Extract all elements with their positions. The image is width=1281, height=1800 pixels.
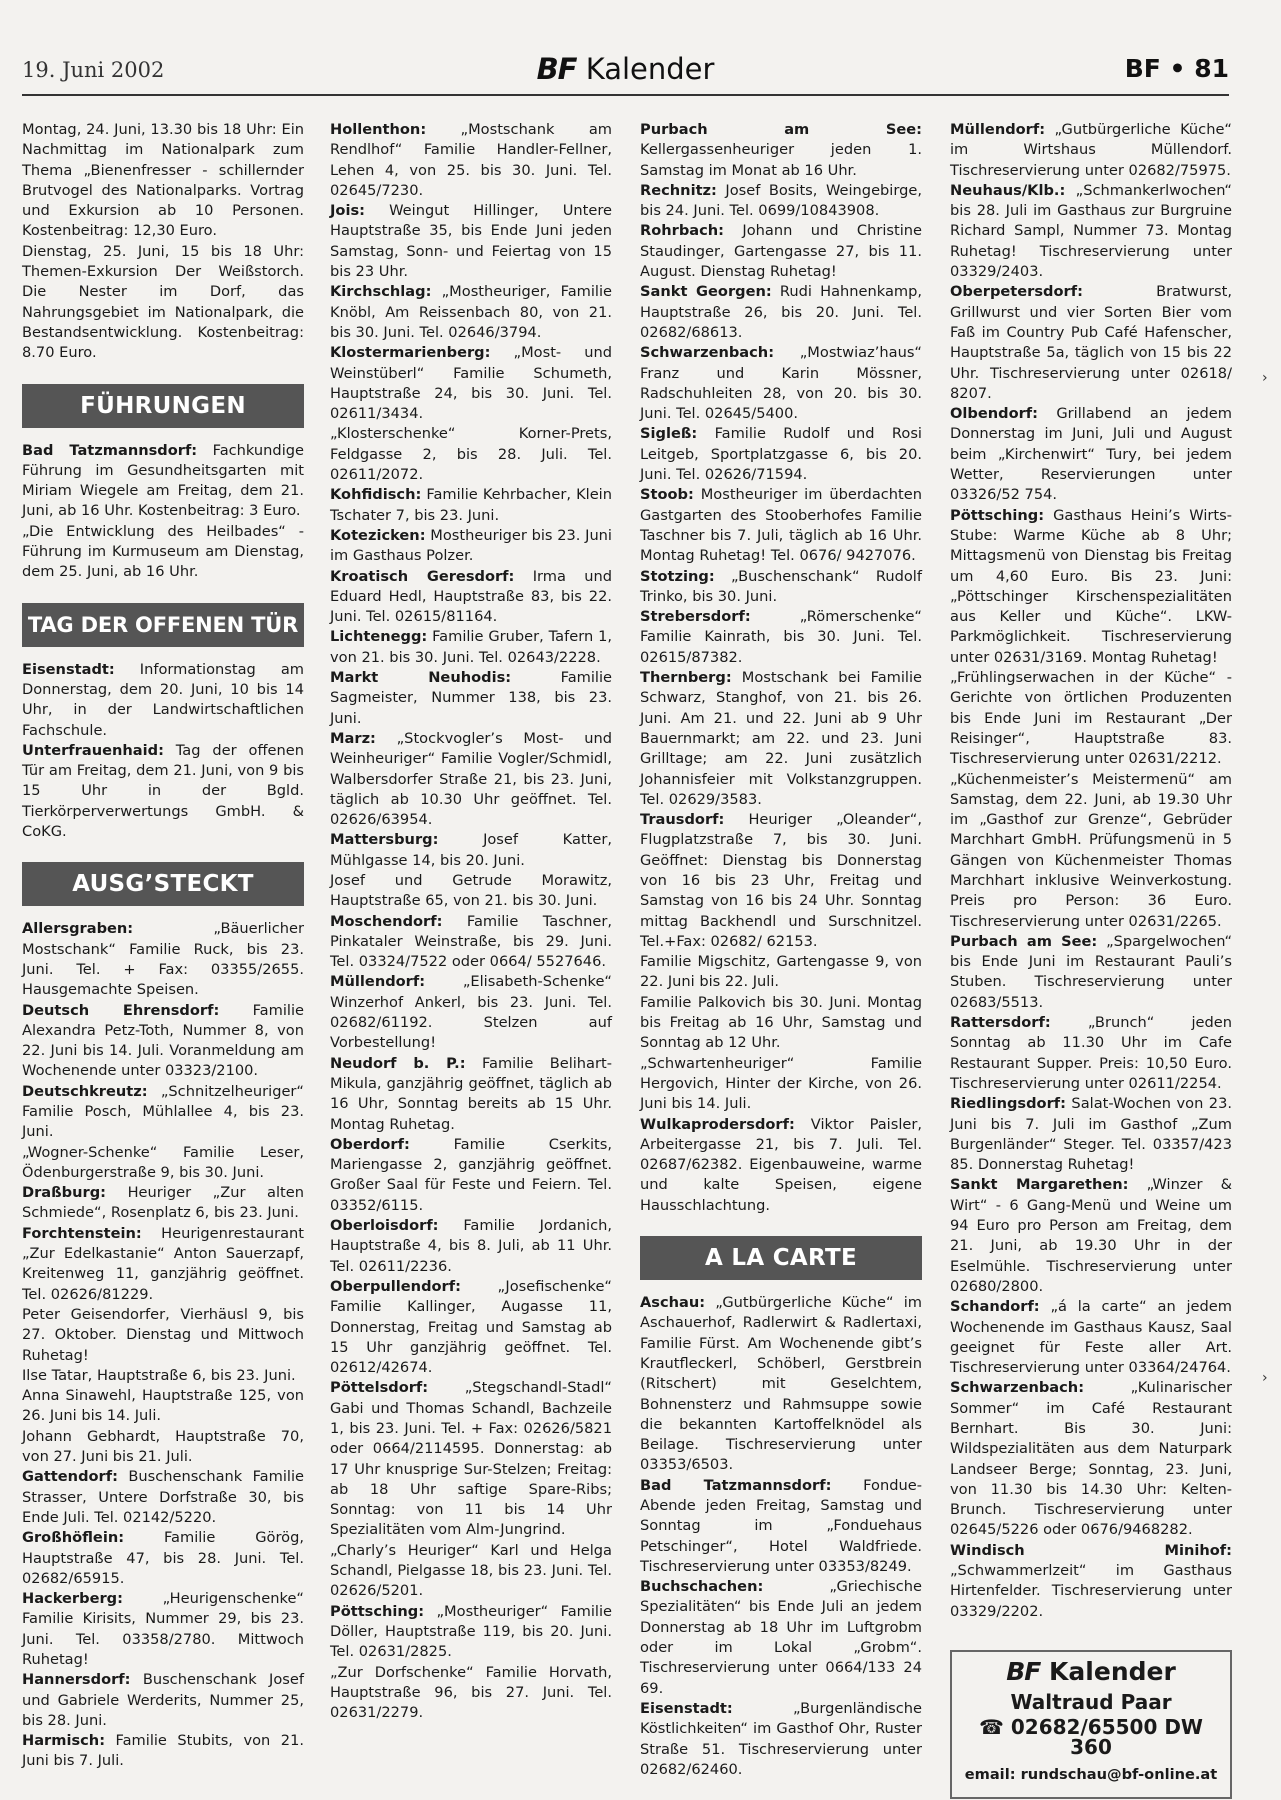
listing-place: Sankt Margarethen: (950, 1176, 1129, 1194)
listing-text: Familie Alexandra Petz-Toth, Nummer 8, von 22. Juni bis 14. Juli. Voranmeldung am Wochenende unter 03323/2100. (22, 1001, 304, 1080)
listing-text: „Schnitzelheuriger“ Familie Posch, Mühlallee 4, bis 23. Juni. (22, 1082, 304, 1141)
column-3 (640, 120, 922, 1780)
listing-entry (950, 668, 1232, 769)
listing-entry (22, 1305, 304, 1366)
listing-entry (330, 485, 612, 526)
listing-entry (22, 1467, 304, 1528)
listing-text: „Schwartenheuriger“ Familie Hergovich, Hinter der Kirche, von 26. Juni bis 14. Juli. (640, 1054, 922, 1113)
listing-text: Familie Migschitz, Gartengasse 9, von 22. Juni bis 22. Juli. (640, 953, 922, 991)
ausgsteckt-continued-2 (640, 120, 922, 1216)
listing-text: Buschenschank Josef und Gabriele Werderits, Nummer 25, bis 28. Juni. (22, 1671, 304, 1729)
listing-entry (640, 282, 922, 343)
listing-text: Johann Gebhardt, Hauptstraße 70, von 27. Juni bis 21. Juli. (22, 1427, 304, 1466)
listing-text: „Frühlingserwachen in der Küche“ - Gerichte von örtlichen Produzenten bis Ende Juni im Restaurant „Der Reisinger“, Hauptstraße 83. Tischreservierung unter 02631/2212. (950, 669, 1232, 768)
listing-entry (950, 506, 1232, 668)
listing-text: Heuriger „Oleander“, Flugplatzstraße 7, bis 30. Juni. Geöffnet: Dienstag bis Donnerstag von 16 bis 23 Uhr, Freitag und Samstag von 16 bis 24 Uhr. Sonntag mittag Backhendl und Surschnitzel. Tel.+Fax: 02682/ 62153. (640, 811, 922, 950)
listing-place: Mattersburg: (330, 831, 439, 849)
listing-text: Josef Katter, Mühlgasse 14, bis 20. Juni. (330, 831, 612, 869)
listing-entry (950, 1541, 1232, 1622)
contact-box (950, 1650, 1232, 1799)
margin-mark: › (1262, 370, 1268, 386)
listing-place: Oberpullendorf: (330, 1277, 461, 1295)
listing-text: Familie Kehrbacher, Klein Tschater 7, bis 23. Juni. (330, 486, 612, 524)
listing-place: Forchtenstein: (22, 1224, 142, 1242)
listing-entry (22, 1366, 304, 1386)
listing-entry (330, 1663, 612, 1724)
column-4 (950, 120, 1232, 1799)
listing-text: Familie Jordanich, Hauptstraße 4, bis 8. Juli, ab 11 Uhr. Tel. 02611/2236. (330, 1217, 612, 1275)
listing-text: Anna Sinawehl, Hauptstraße 125, von 26. Juni bis 14. Juli. (22, 1387, 304, 1425)
listing-place: Kroatisch Geresdorf: (330, 567, 515, 585)
listing-text: „Stockvogler’s Most- und Weinheuriger“ Familie Vogler/Schmidl, Walbersdorfer Straße 21, bis 23. Juni, täglich ab 10.30 Uhr geöffnet. Tel. 02626/63954. (330, 729, 612, 829)
listing-place: Eisenstadt: (640, 1699, 733, 1717)
listing-place: Deutschkreutz: (22, 1082, 148, 1100)
listing-place: Draßburg: (22, 1184, 106, 1202)
listing-entry (640, 1577, 922, 1699)
listing-entry (640, 810, 922, 952)
listing-text: „Burgenländische Köstlichkeiten“ im Gasthof Ohr, Ruster Straße 51. Tischreservierung unter 02682/62460. (640, 1699, 922, 1778)
listing-place: Pöttsching: (330, 1602, 425, 1620)
listing-entry (22, 1670, 304, 1731)
listing-entry (330, 1541, 612, 1602)
listing-entry (330, 343, 612, 424)
listing-place: Jois: (330, 202, 365, 220)
listing-entry (22, 1224, 304, 1305)
listing-entry (640, 1476, 922, 1577)
listing-text: Familie Taschner, Pinkataler Weinstraße, bis 29. Juni. Tel. 03324/7522 oder 0664/ 5527646. (330, 912, 612, 971)
listing-entry (330, 1602, 612, 1663)
listing-text: „Mostheuriger, Familie Knöbl, Am Reissenbach 80, von 21. bis 30. Juni. Tel. 02646/3794. (330, 283, 612, 341)
listing-text: „Gutbürgerliche Küche“ im Aschauerhof, Radlerwirt & Radlertaxi, Familie Fürst. Am Wochenende gibt’s Krautfleckerl, Schöberl, Gerstbrein (Ritschert) mit Geselchtem, Bohnensterz und Rahmsuppe sowie die bekannten Kartoffelknödel als Beilage. Tischreservierung unter 03353/6503. (640, 1294, 922, 1474)
listing-entry (22, 660, 304, 741)
listing-entry (640, 1054, 922, 1115)
section-heading-fuehrungen: FÜHRUNGEN (22, 384, 304, 428)
listing-entry (22, 741, 304, 842)
listing-text: Rudi Hahnenkamp, Hauptstraße 26, bis 20. Juni. Tel. 02682/68613. (640, 283, 923, 341)
intro-text (22, 120, 304, 364)
listing-text: „Heurigenschenke“ Familie Kirisits, Nummer 29, bis 23. Juni. Tel. 03358/2780. Mittwoch Ruhetag! (22, 1590, 304, 1668)
listing-place: Markt Neuhodis: (330, 669, 512, 687)
section-fuehrungen (22, 441, 304, 583)
listing-text: Familie Stubits, von 21. Juni bis 7. Juli. (22, 1732, 304, 1770)
listing-text: Tag der offenen Tür am Freitag, dem 21. Juni, von 9 bis 15 Uhr in der Bgld. Tierkörperverwertungs GmbH. & CoKG. (22, 741, 304, 841)
listing-text: Peter Geisendorfer, Vierhäusl 9, bis 27. Oktober. Dienstag und Mittwoch Ruhetag! (22, 1305, 304, 1364)
a-la-carte-continued (950, 120, 1232, 1622)
listing-place: Moschendorf: (330, 912, 443, 930)
listing-text: „Mostheuriger“ Familie Döller, Hauptstraße 119, bis 20. Juni. Tel. 02631/2825. (330, 1602, 612, 1661)
listing-text: Johann und Christine Staudinger, Gartengasse 27, bis 11. August. Dienstag Ruhetag! (640, 222, 922, 281)
listing-place: Buchschachen: (640, 1578, 764, 1596)
listing-entry (22, 1731, 304, 1772)
listing-text: „Charly’s Heuriger“ Karl und Helga Schandl, Pielgasse 18, bis 23. Juni. Tel. 02626/5201. (330, 1541, 612, 1600)
listing-text: Familie Görög, Hauptstraße 47, bis 28. Juni. Tel. 02682/65915. (22, 1529, 304, 1587)
listing-entry (330, 526, 612, 567)
listing-place: Riedlingsdorf: (950, 1095, 1066, 1113)
listing-entry (640, 668, 922, 810)
listing-text: Heurigenrestaurant „Zur Edelkastanie“ Anton Sauerzapf, Kreitenweg 11, ganzjährig geöffnet. Tel. 02626/81229. (22, 1224, 304, 1303)
listing-entry (22, 441, 304, 522)
listing-text: Familie Belihart-Mikula, ganzjährig geöffnet, täglich ab 16 Uhr, Sonntag bereits ab 15 Uhr. Montag Ruhetag. (330, 1054, 612, 1133)
listing-text: Mostheuriger im überdachten Gastgarten des Stooberhofes Familie Taschner bis 7. Juli, täglich ab 16 Uhr. Montag Ruhetag! Tel. 0676/ 9427076. (640, 486, 922, 565)
listing-place: Schandorf: (950, 1298, 1040, 1316)
listing-entry (330, 729, 612, 830)
listing-text: Familie Sagmeister, Nummer 138, bis 23. Juni. (330, 669, 612, 727)
listing-place: Müllendorf: (330, 973, 426, 991)
page-header (22, 52, 1229, 96)
listing-place: Rechnitz: (640, 181, 717, 199)
contact-email: email: rundschau@bf-online.at (964, 1766, 1218, 1784)
listing-text: Familie Cserkits, Mariengasse 2, ganzjährig geöffnet. Großer Saal für Feste und Feiern. Tel. 03352/6115. (330, 1135, 612, 1214)
listing-entry (950, 404, 1232, 505)
listing-text: „Gutbürgerliche Küche“ im Wirtshaus Müllendorf. Tischreservierung unter 02682/75975. (950, 121, 1232, 179)
listing-place: Wulkaprodersdorf: (640, 1115, 795, 1133)
listing-entry (640, 952, 922, 993)
listing-text: Kellergassenheuriger jeden 1. Samstag im Monat ab 16 Uhr. (640, 141, 922, 179)
listing-place: Kirchschlag: (330, 283, 432, 301)
listing-entry (330, 972, 612, 1053)
listing-entry (330, 830, 612, 871)
listing-entry (640, 424, 922, 485)
listing-text: „Elisabeth-Schenke“ Winzerhof Ankerl, bis 23. Juni. Tel. 02682/61192. Stelzen auf Vorbestellung! (330, 973, 612, 1052)
listing-entry (22, 1427, 304, 1468)
listing-text: Ilse Tatar, Hauptstraße 6, bis 23. Juni. (22, 1366, 296, 1384)
listing-entry (330, 1054, 612, 1135)
listing-entry (22, 1183, 304, 1224)
listing-place: Hollenthon: (330, 121, 427, 138)
listing-text: Grillabend an jedem Donnerstag im Juni, Juli und August beim „Kirchenwirt“ Tury, bei jedem Wetter, Reservierungen unter 03326/52 754. (950, 405, 1232, 504)
page-number: BF • 81 (1124, 54, 1229, 83)
listing-text: Mostheuriger bis 23. Juni im Gasthaus Polzer. (330, 526, 612, 565)
listing-text: Bratwurst, Grillwurst und vier Sorten Bier vom Faß im Country Pub Café Hafenscher, Hauptstraße 5a, täglich von 15 bis 22 Uhr. Tischreservierung unter 02618/ 8207. (950, 283, 1232, 402)
listing-entry (330, 871, 612, 912)
listing-place: Trausdorf: (640, 811, 725, 829)
listing-place: Sankt Georgen: (640, 283, 772, 301)
listing-place: Bad Tatzmannsdorf: (640, 1476, 832, 1494)
listing-entry (640, 485, 922, 566)
section-heading-tag-der-offenen-tuer: TAG DER OFFENEN TÜR (22, 603, 304, 647)
listing-place: Hackerberg: (22, 1590, 123, 1608)
listing-place: Schwarzenbach: (950, 1379, 1085, 1397)
section-title (22, 52, 1229, 86)
listing-text: Informationstag am Donnerstag, dem 20. Juni, 10 bis 14 Uhr, in der Landwirtschaftlichen Fachschule. (22, 660, 304, 739)
issue-date: 19. Juni 2002 (22, 58, 165, 82)
listing-entry (330, 567, 612, 628)
listing-entry (22, 1386, 304, 1427)
listing-place: Sigleß: (640, 425, 698, 443)
listing-text: „Küchenmeister’s Meistermenü“ am Samstag, dem 22. Juni, ab 19.30 Uhr im „Gasthof zur Grenze“, Gebrüder Marchhart GmbH. Prüfungsmenü in 5 Gängen von Küchenmeister Thomas Marchhart inklusive Weinverkostung. Preis pro Person: 36 Euro. Tischreservierung unter 02631/2265. (950, 770, 1232, 930)
listing-text: „á la carte“ an jedem Wochenende im Gasthaus Kausz, Saal geeignet für Feste aller Art. Tischreservierung unter 03364/24764. (950, 1298, 1232, 1377)
contact-name: Waltraud Paar (1010, 1690, 1172, 1715)
section-heading-ausgsteckt: AUSG’STECKT (22, 862, 304, 906)
listing-text: „Bäuerlicher Mostschank“ Familie Ruck, bis 23. Juni. Tel. + Fax: 03355/2655. Hausgemachte Speisen. (22, 920, 304, 999)
section-title-text: Kalender (585, 52, 715, 86)
listing-place: Kotezicken: (330, 526, 426, 544)
listing-text: „Stegschandl-Stadl“ Gabi und Thomas Schandl, Bachzeile 1, bis 23. Juni. Tel. + Fax: 02626/5821 oder 0664/2114595. Donnerstag: ab 17 Uhr knusprige Sur-Stelzen; Freitag: ab 18 Uhr saftige Spare-Ribs; Sonntag: von 11 bis 14 Uhr Spezialitäten vom Alm-Jungrind. (330, 1379, 612, 1539)
listing-place: Gattendorf: (22, 1468, 118, 1486)
listing-entry (22, 1528, 304, 1589)
listing-place: Lichtenegg: (330, 628, 428, 646)
listing-text: „Most- und Weinstüberl“ Familie Schumeth, Hauptstraße 24, bis 30. Juni. Tel. 02611/3434. (330, 344, 612, 423)
listing-entry (22, 522, 304, 583)
listing-text: Salat-Wochen von 23. Juni bis 7. Juli im Gasthof „Zum Burgenländer“ Steger. Tel. 03357/423 85. Donnerstag Ruhetag! (950, 1095, 1232, 1174)
listing-entry (330, 120, 612, 201)
listing-entry (330, 424, 612, 485)
listing-entry (22, 1589, 304, 1670)
listing-place: Windisch Minihof: (950, 1541, 1232, 1559)
listing-place: Pöttsching: (950, 506, 1045, 524)
listing-entry (950, 1013, 1232, 1094)
listing-place: Neuhaus/Klb.: (950, 181, 1066, 199)
listing-place: Marz: (330, 729, 376, 747)
listing-entry (640, 181, 922, 222)
ausgsteckt-continued (330, 120, 612, 1723)
listing-text: Irma und Eduard Hedl, Hauptstraße 83, bis 22. Juni. Tel. 02615/81164. (330, 567, 612, 626)
listing-entry (22, 1082, 304, 1143)
listing-entry (330, 912, 612, 973)
listing-entry (330, 1378, 612, 1540)
listing-entry (950, 932, 1232, 1013)
listing-place: Deutsch Ehrensdorf: (22, 1001, 220, 1019)
listing-place: Stotzing: (640, 567, 715, 585)
listing-entry (950, 1378, 1232, 1540)
listing-text: „Josefischenke“ Familie Kallinger, Augasse 11, Donnerstag, Freitag und Samstag ab 15 Uhr ganzjährig geöffnet. Tel. 02612/42674. (330, 1277, 612, 1377)
column-1 (22, 120, 304, 1772)
listing-text: „Mostschank am Rendlhof“ Familie Handler-Fellner, Lehen 4, von 25. bis 30. Juni. Tel. 02645/7230. (330, 121, 612, 199)
listing-entry (330, 282, 612, 343)
listing-entry (330, 1135, 612, 1216)
listing-entry (640, 1115, 922, 1216)
listing-entry (22, 1001, 304, 1082)
listing-entry (950, 181, 1232, 282)
listing-text: „Spargelwochen“ bis Ende Juni im Restaurant Pauli’s Stuben. Tischreservierung unter 02683/5513. (950, 932, 1233, 1011)
margin-mark: › (1262, 1370, 1268, 1386)
listing-text: „Schmankerlwochen“ bis 28. Juli im Gasthaus zur Burgruine Richard Sampl, Nummer 73. Montag Ruhetag! Tischreservierung unter 03329/2403. (950, 181, 1232, 281)
listing-text: Heuriger „Zur alten Schmiede“, Rosenplatz 6, bis 23. Juni. (22, 1184, 304, 1222)
listing-text: Familie Palkovich bis 30. Juni. Montag bis Freitag ab 16 Uhr, Samstag und Sonntag ab 12 Uhr. (640, 993, 922, 1052)
listing-text: „Klosterschenke“ Korner-Prets, Feldgasse 2, bis 28. Juli. Tel. 02611/2072. (330, 425, 612, 484)
listing-place: Müllendorf: (950, 121, 1046, 138)
phone-icon: ☎ (979, 1714, 1004, 1739)
listing-entry (640, 993, 922, 1054)
listing-text: Mostschank bei Familie Schwarz, Stanghof, von 21. bis 26. Juni. Am 21. und 22. Juni ab 9 Uhr Bauernmarkt; am 22. und 23. Juni Grilltage; am 22. Juni zusätzlich Johannisfeier mit Volkstanzgruppen. Tel. 02629/3583. (640, 669, 922, 808)
listing-entry (950, 1094, 1232, 1175)
section-heading-a-la-carte: A LA CARTE (640, 1236, 922, 1280)
listing-place: Strebersdorf: (640, 608, 751, 626)
listing-place: Aschau: (640, 1294, 706, 1312)
listing-entry (330, 1277, 612, 1378)
listing-entry (640, 1293, 922, 1476)
listing-place: Rattersdorf: (950, 1014, 1051, 1032)
listing-place: Harmisch: (22, 1732, 106, 1750)
listing-place: Kohfidisch: (330, 486, 422, 504)
listing-text: Buschenschank Familie Strasser, Untere Dorfstraße 30, bis Ende Juli. Tel. 02142/5220. (22, 1468, 304, 1526)
listing-place: Thernberg: (640, 669, 732, 687)
listing-place: Unterfrauenhaid: (22, 741, 164, 759)
listing-place: Purbach am See: (950, 932, 1098, 950)
listing-entry (950, 1175, 1232, 1297)
listing-text: „Die Entwicklung des Heilbades“ - Führung im Kurmuseum am Dienstag, dem 25. Juni, ab 16 Uhr. (22, 522, 304, 581)
listing-place: Großhöflein: (22, 1529, 125, 1547)
listing-place: Hannersdorf: (22, 1671, 131, 1689)
section-ausgsteckt (22, 919, 304, 1771)
listing-text: „Römerschenke“ Familie Kainrath, bis 30. Juni. Tel. 02615/87382. (640, 608, 922, 666)
listing-entry (22, 919, 304, 1000)
listing-place: Rohrbach: (640, 222, 725, 240)
listing-text: „Kulinarischer Sommer“ im Café Restaurant Bernhart. Bis 30. Juni: Wildspezialitäten aus dem Naturpark Landseer Berge; Sonntag, 23. Juni, von 11.30 bis 14.30 Uhr: Kelten-Brunch. Tischreservierung unter 02645/5226 oder 0676/9468282. (950, 1379, 1232, 1539)
listing-place: Stoob: (640, 486, 694, 504)
listing-text: Josef Bosits, Weingebirge, bis 24. Juni. Tel. 0699/10843908. (640, 181, 922, 220)
contact-phone: ☎ 02682/65500 DW 360 (979, 1714, 1203, 1759)
contact-box-title: BF Kalender (1006, 1656, 1176, 1686)
listing-entry (22, 1143, 304, 1184)
listing-place: Neudorf b. P.: (330, 1054, 466, 1072)
listing-entry (950, 120, 1232, 181)
listing-entry (640, 120, 922, 181)
listing-entry (950, 1297, 1232, 1378)
listing-text: „Winzer & Wirt“ - 6 Gang-Menü und Weine um 94 Euro pro Person am Freitag, dem 21. Juni, ab 19.30 Uhr in der Eselmühle. Tischreservierung unter 02680/2800. (950, 1176, 1232, 1295)
listing-place: Allersgraben: (22, 920, 134, 938)
listing-entry (950, 282, 1232, 404)
listing-text: Fondue-Abende jeden Freitag, Samstag und Sonntag im „Fonduehaus Petschinger“, Hotel Waldfriede. Tischreservierung unter 03353/8249. (640, 1476, 922, 1575)
listing-entry (640, 1699, 922, 1780)
listing-text: Familie Gruber, Tafern 1, von 21. bis 30. Juni. Tel. 02643/2228. (330, 628, 612, 666)
section-tag-der-offenen-tuer (22, 660, 304, 843)
listing-text: „Zur Dorfschenke“ Familie Horvath, Hauptstraße 96, bis 27. Juni. Tel. 02631/2279. (330, 1663, 612, 1722)
listing-place: Oberdorf: (330, 1135, 410, 1153)
listing-place: Bad Tatzmannsdorf: (22, 441, 198, 459)
listing-entry (330, 668, 612, 729)
listing-text: „Wogner-Schenke“ Familie Leser, Ödenburgerstraße 9, bis 30. Juni. (22, 1143, 304, 1181)
listing-text: Josef und Getrude Morawitz, Hauptstraße 65, von 21. bis 30. Juni. (330, 871, 612, 910)
column-2 (330, 120, 612, 1723)
listing-place: Olbendorf: (950, 405, 1038, 423)
listing-entry (330, 201, 612, 282)
bf-logo: BF (1006, 1656, 1041, 1686)
listing-place: Schwarzenbach: (640, 344, 775, 362)
listing-text: Weingut Hillinger, Untere Hauptstraße 35, bis Ende Juni jeden Samstag, Sonn- und Feiertag von 15 bis 23 Uhr. (330, 202, 612, 281)
listing-text: „Mostwiaz’haus“ Franz und Karin Mössner, Radschuhleiten 28, von 20. bis 30. Juni. Tel. 02645/5400. (640, 344, 922, 423)
listing-entry (640, 221, 922, 282)
listing-text: „Buschenschank“ Rudolf Trinko, bis 30. Juni. (640, 567, 922, 605)
listing-place: Oberpetersdorf: (950, 283, 1083, 301)
listing-text: „Schwammerlzeit“ im Gasthaus Hirtenfelder. Tischreservierung unter 03329/2202. (950, 1562, 1232, 1620)
listing-place: Klostermarienberg: (330, 344, 491, 362)
listing-entry (330, 1216, 612, 1277)
listing-entry (330, 627, 612, 668)
listing-text: Familie Rudolf und Rosi Leitgeb, Sportplatzgasse 6, bis 20. Juni. Tel. 02626/71594. (640, 425, 922, 484)
listing-entry (640, 607, 922, 668)
listing-text: Viktor Paisler, Arbeitergasse 21, bis 7. Juli. Tel. 02687/62382. Eigenbauweine, warme und kalte Speisen, eigene Hausschlachtung. (640, 1115, 922, 1214)
listing-text: „Brunch“ jeden Sonntag ab 11.30 Uhr im Cafe Restaurant Supper. Preis: 10,50 Euro. Tischreservierung unter 02611/2254. (950, 1014, 1232, 1092)
listing-place: Eisenstadt: (22, 660, 115, 678)
listing-text: Fachkundige Führung im Gesundheitsgarten mit Miriam Wiegele am Freitag, dem 21. Juni, ab 16 Uhr. Kostenbeitrag: 3 Euro. (22, 441, 304, 520)
listing-text: „Griechische Spezialitäten“ bis Ende Juli an jedem Donnerstag ab 18 Uhr im Luftgrobm oder im Lokal „Grobm“. Tischreservierung unter 0664/133 24 69. (640, 1578, 922, 1697)
intro-paragraph: Montag, 24. Juni, 13.30 bis 18 Uhr: Ein Nachmittag im Nationalpark zum Thema „Bienenfresser - schillernder Brutvogel des Nationalparks. Vortrag und Exkursion ab 10 Personen. Kostenbeitrag: 12,30 Euro. (22, 121, 304, 240)
section-a-la-carte (640, 1293, 922, 1780)
listing-entry (640, 343, 922, 424)
listing-entry (640, 567, 922, 608)
listing-place: Purbach am See: (640, 121, 922, 138)
listing-place: Pöttelsdorf: (330, 1379, 429, 1397)
bf-logo: BF (536, 52, 577, 86)
intro-paragraph: Dienstag, 25. Juni, 15 bis 18 Uhr: Themen-Exkursion Der Weißstorch. Die Nester im Dorf, das Nahrungsgebiet im Nationalpark, die Bestandsentwicklung. Kostenbeitrag: 8.70 Euro. (22, 242, 304, 362)
listing-text: Gasthaus Heini’s Wirts-Stube: Warme Küche ab 8 Uhr; Mittagsmenü von Dienstag bis Freitag um 4,60 Euro. Bis 23. Juni: „Pöttschinger Kirschenspezialitäten aus Keller und Küche“. LKW-Parkmöglichkeit. Tischreservierung unter 02631/3169. Montag Ruhetag! (950, 506, 1232, 666)
listing-entry (950, 770, 1232, 932)
listing-place: Oberloisdorf: (330, 1217, 439, 1235)
